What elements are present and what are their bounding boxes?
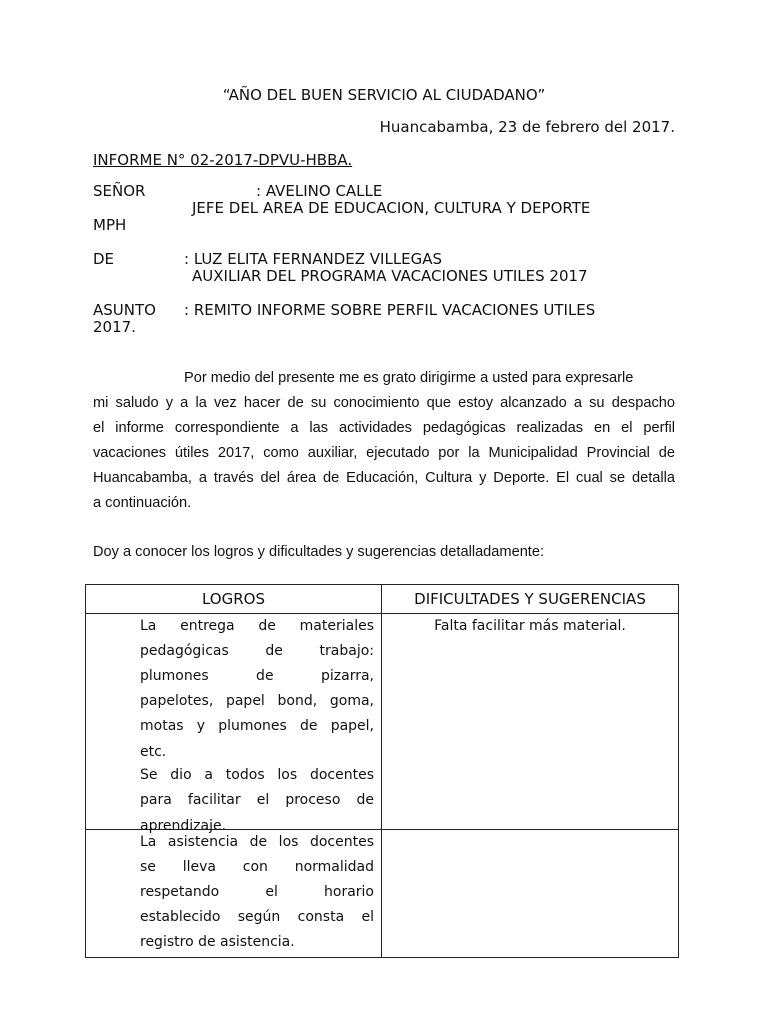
- logros-line: aprendizaje.: [140, 818, 227, 834]
- addressee-label: SEÑOR: [93, 182, 146, 200]
- logros-line: La asistencia de los docentes: [140, 834, 374, 850]
- dificultades-text: Falta facilitar más material.: [434, 618, 626, 634]
- addressee-title: JEFE DEL AREA DE EDUCACION, CULTURA Y DEPORTE: [192, 199, 591, 217]
- logros-table: [85, 584, 679, 958]
- logros-line: se lleva con normalidad: [140, 859, 374, 875]
- subject-text-cont: 2017.: [93, 318, 136, 336]
- paragraph-line: mi saludo y a la vez hacer de su conocimiento que estoy alcanzado a su despacho: [93, 395, 675, 411]
- sender-label: DE: [93, 250, 115, 268]
- logros-line: plumones de pizarra,: [140, 668, 374, 684]
- table-row: [86, 614, 679, 830]
- addressee-name: : AVELINO CALLE: [256, 182, 383, 200]
- addressee-title-cont: MPH: [93, 216, 127, 234]
- dificultades-cell: [382, 614, 679, 830]
- paragraph-line: vacaciones útiles 2017, como auxiliar, ejecutado por la Municipalidad Provincial de: [93, 445, 675, 461]
- logros-line: motas y plumones de papel,: [140, 718, 374, 734]
- logros-line: establecido según consta el: [140, 909, 374, 925]
- logros-line: etc.: [140, 744, 167, 760]
- paragraph-line: a continuación.: [93, 495, 192, 511]
- year-motto: “AÑO DEL BUEN SERVICIO AL CIUDADANO”: [222, 86, 546, 104]
- logros-line: papelotes, papel bond, goma,: [140, 693, 374, 709]
- paragraph-line: el informe correspondiente a las actividades pedagógicas realizadas en el perfil: [93, 420, 675, 436]
- logros-cell: [86, 614, 382, 834]
- logros-line: para facilitar el proceso de: [140, 792, 374, 808]
- logros-line: Se dio a todos los docentes: [140, 767, 374, 783]
- logros-line: pedagógicas de trabajo:: [140, 643, 374, 659]
- paragraph-line: Huancabamba, a través del área de Educación, Cultura y Deporte. El cual se detalla: [93, 470, 675, 486]
- header-dificultades: DIFICULTADES Y SUGERENCIAS: [382, 585, 679, 614]
- logros-cell: [86, 830, 382, 958]
- report-number: INFORME N° 02-2017-DPVU-HBBA.: [93, 151, 353, 169]
- body-paragraph: [93, 366, 675, 516]
- sender-title: AUXILIAR DEL PROGRAMA VACACIONES UTILES 2017: [192, 267, 588, 285]
- table-intro: Doy a conocer los logros y dificultades y sugerencias detalladamente:: [93, 544, 545, 560]
- logros-line: registro de asistencia.: [140, 934, 295, 950]
- sender-name: : LUZ ELITA FERNANDEZ VILLEGAS: [184, 250, 443, 268]
- table-row: [86, 830, 679, 958]
- header-logros: LOGROS: [86, 585, 382, 614]
- subject-label: ASUNTO: [93, 301, 156, 319]
- logros-line: respetando el horario: [140, 884, 374, 900]
- dificultades-text: [382, 830, 678, 832]
- dificultades-cell: [382, 830, 679, 958]
- table-header-row: [86, 585, 679, 614]
- place-date: Huancabamba, 23 de febrero del 2017.: [379, 118, 675, 136]
- paragraph-line: Por medio del presente me es grato dirigirme a usted para expresarle: [184, 370, 634, 386]
- subject-text: : REMITO INFORME SOBRE PERFIL VACACIONES UTILES: [184, 301, 596, 319]
- logros-line: La entrega de materiales: [140, 618, 374, 634]
